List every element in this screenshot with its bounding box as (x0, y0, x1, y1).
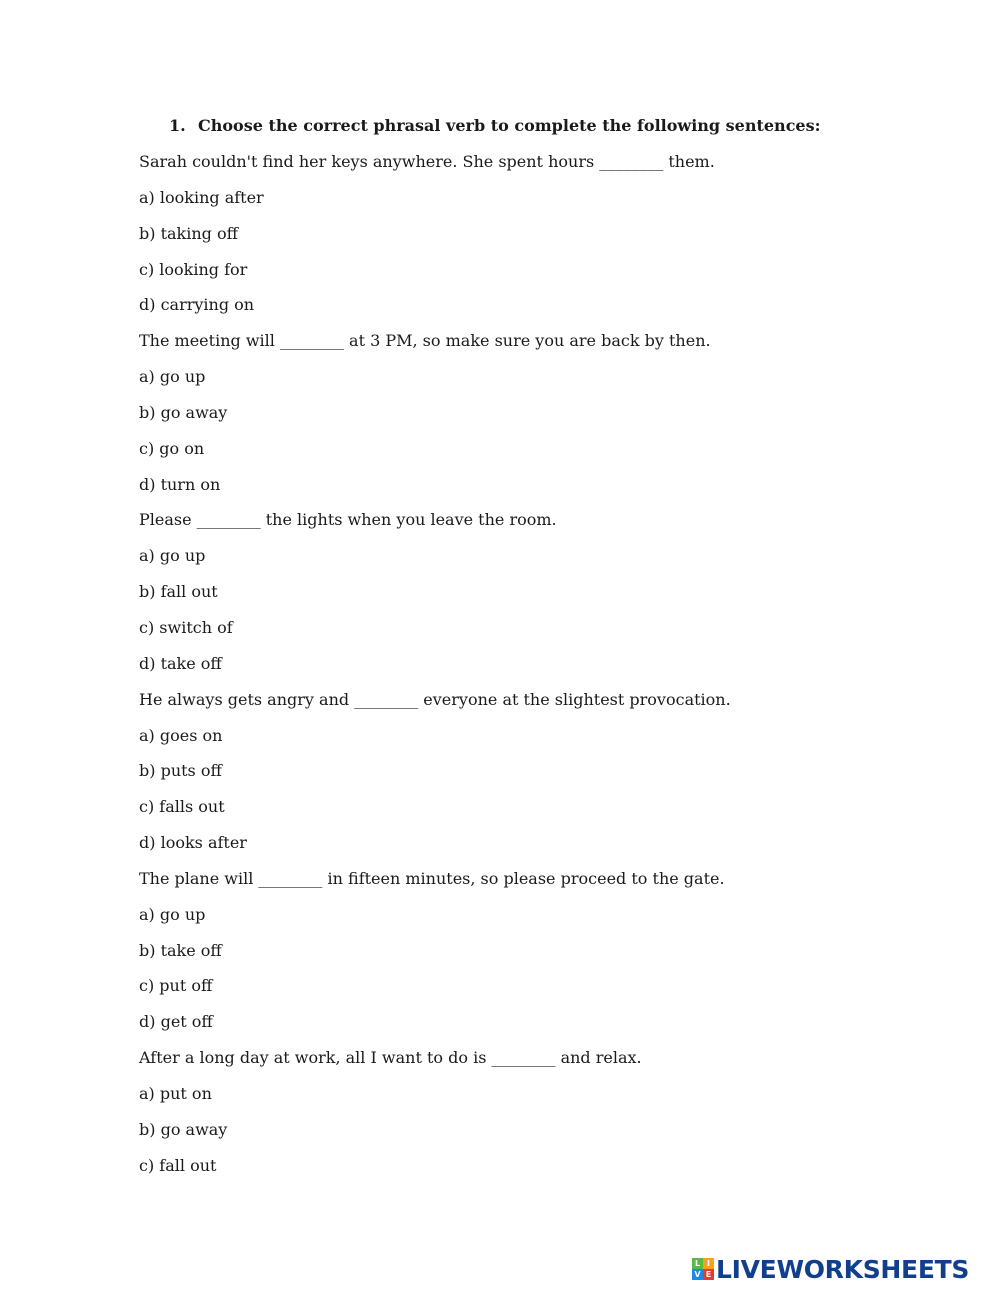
question-sentence: Please ________ the lights when you leave the room. (139, 510, 557, 530)
question-number: 1. (169, 116, 186, 135)
question-list (139, 152, 731, 1191)
answer-option: a) goes on (139, 725, 223, 745)
answer-option: b) go away (139, 402, 228, 422)
answer-option: a) put on (139, 1083, 212, 1103)
answer-option: d) looks after (139, 833, 247, 853)
answer-option: c) go on (139, 438, 205, 458)
answer-option: c) falls out (139, 797, 225, 817)
logo-letter-tile: V (692, 1269, 703, 1280)
answer-option: a) go up (139, 904, 206, 924)
answer-option: a) go up (139, 546, 206, 566)
answer-option: b) puts off (139, 761, 222, 781)
answer-option: d) turn on (139, 474, 221, 494)
question-sentence: The meeting will ________ at 3 PM, so make sure you are back by then. (139, 331, 711, 351)
answer-option: b) taking off (139, 223, 238, 243)
answer-option: c) looking for (139, 259, 248, 279)
answer-option: b) go away (139, 1119, 228, 1139)
logo-text: LIVEWORKSHEETS (716, 1254, 970, 1284)
answer-option: c) switch of (139, 617, 233, 637)
question-sentence: After a long day at work, all I want to do is ________ and relax. (139, 1048, 642, 1068)
answer-option: a) looking after (139, 187, 264, 207)
question-sentence: Sarah couldn't find her keys anywhere. She spent hours ________ them. (139, 152, 715, 171)
answer-option: d) take off (139, 653, 222, 673)
question-sentence: The plane will ________ in fifteen minutes, so please proceed to the gate. (139, 868, 725, 888)
answer-option: d) carrying on (139, 295, 255, 315)
answer-option: d) get off (139, 1012, 213, 1032)
logo-letter-tile: I (703, 1258, 714, 1269)
answer-option: c) fall out (139, 1155, 217, 1175)
question-instruction: Choose the correct phrasal verb to complete the following sentences: (198, 116, 821, 135)
question-heading (169, 116, 821, 135)
liveworksheets-logo (692, 1253, 969, 1285)
answer-option: b) fall out (139, 582, 218, 602)
answer-option: b) take off (139, 940, 222, 960)
logo-letter-tile: L (692, 1258, 703, 1269)
answer-option: c) put off (139, 976, 213, 996)
live-logo-icon (692, 1258, 714, 1280)
question-sentence: He always gets angry and ________ everyone at the slightest provocation. (139, 689, 731, 709)
logo-letter-tile: E (703, 1269, 714, 1280)
answer-option: a) go up (139, 367, 206, 387)
